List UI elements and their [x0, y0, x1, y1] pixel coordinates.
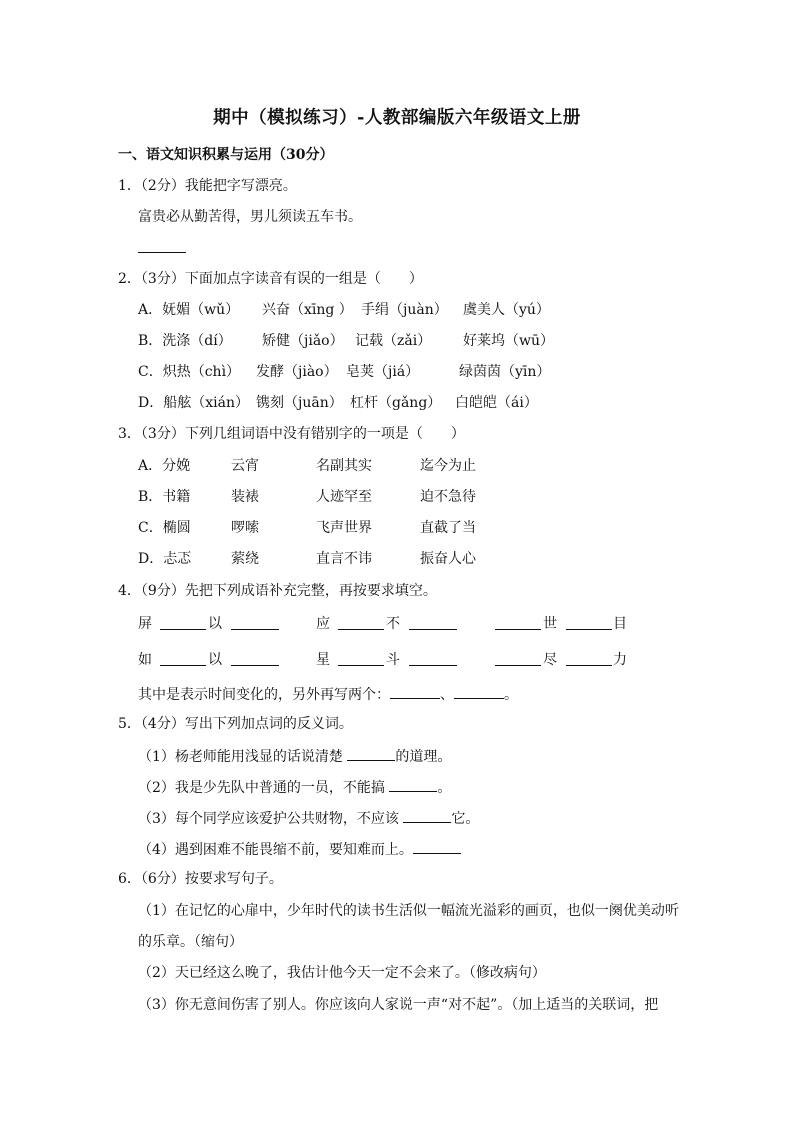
- q4-row1-blank-6[interactable]: [566, 615, 612, 635]
- q4-row1-char-2: 以: [208, 616, 222, 632]
- q4-row2-char-5: 尽: [543, 652, 557, 668]
- q5-sentence-1: [138, 746, 451, 766]
- q4-row1-char-6: 目: [613, 616, 627, 632]
- q3-option-b-4: 迫不急待: [420, 489, 476, 505]
- q4-row2-char-1: 如: [138, 652, 152, 668]
- q4-note-blank-2[interactable]: [454, 684, 504, 699]
- q3-option-a-3: 名副其实: [316, 458, 372, 474]
- q3-option-a-4: 迄今为止: [420, 458, 476, 474]
- q3-option-d-4: 振奋人心: [420, 551, 476, 567]
- q3-option-d-2: 萦绕: [231, 551, 259, 567]
- q2-option-d-1: D．船舷（xián）: [138, 395, 249, 411]
- question-5-stem: 5．（4分）写出下列加点词的反义词。: [118, 716, 353, 732]
- q4-row2-blank-4[interactable]: [409, 651, 457, 671]
- q4-row1-blank-1[interactable]: [160, 615, 206, 635]
- q4-row2-char-4: 斗: [386, 652, 400, 668]
- q2-option-c-3: 皂荚（jiá）: [346, 364, 420, 380]
- q5-sentence-3-end: 它。: [451, 811, 480, 827]
- q5-sentence-4: [138, 839, 461, 859]
- q6-sentence-1-line-1: （1）在记忆的心扉中，少年时代的读书生活似一幅流光溢彩的画页，也似一阕优美动听: [138, 903, 679, 919]
- question-6-stem: 6．（6分）按要求写句子。: [118, 871, 283, 887]
- q3-option-a-2: 云宵: [231, 458, 259, 474]
- q2-option-c-2: 发酵（jiào）: [256, 364, 338, 380]
- q5-sentence-2: [138, 777, 451, 797]
- q6-sentence-1-line-2: 的乐章。（缩句）: [138, 934, 243, 950]
- q2-option-d-3: 杠杆（gǎng）: [350, 395, 442, 411]
- page-title: 期中（模拟练习）-人教部编版六年级语文上册: [213, 108, 581, 128]
- q4-note-blank-1[interactable]: [390, 684, 440, 699]
- q5-sentence-1-text: （1）杨老师能用浅显的话说清楚: [138, 749, 348, 765]
- q3-option-d-1: D．忐忑: [138, 551, 192, 567]
- q3-option-a-1: A．分娩: [138, 458, 191, 474]
- q4-row2-blank-2[interactable]: [231, 651, 279, 671]
- q4-note-separator: 、: [440, 687, 454, 703]
- q3-option-d-3: 直言不讳: [316, 551, 372, 567]
- q2-option-d-2: 镌刻（juān）: [256, 395, 343, 411]
- q3-option-b-3: 人迹罕至: [316, 489, 372, 505]
- q2-option-a-3: 手绢（juàn）: [361, 302, 448, 318]
- q4-row2-blank-5[interactable]: [495, 651, 541, 671]
- q4-row2-blank-3[interactable]: [338, 651, 384, 671]
- question-3-stem: 3．（3分）下列几组词语中没有错别字的一项是（ ）: [118, 426, 465, 442]
- question-1-stem: 1．（2分）我能把字写漂亮。: [118, 178, 297, 194]
- q5-sentence-4-text: （4）遇到困难不能畏缩不前，要知难而上。: [138, 842, 413, 858]
- q6-sentence-2: （2）天已经这么晚了，我估计他今天一定不会来了。（修改病句）: [138, 965, 546, 981]
- q6-sentence-3: （3）你无意间伤害了别人。你应该向人家说一声“对不起”。（加上适当的关联词，把: [138, 997, 659, 1013]
- q3-option-c-4: 直截了当: [420, 520, 476, 536]
- q2-option-b-3: 记载（zǎi）: [355, 333, 432, 349]
- q4-row1-char-1: 屏: [138, 616, 152, 632]
- q4-note: [138, 684, 518, 704]
- question-4-stem: 4．（9分）先把下列成语补充完整，再按要求填空。: [118, 583, 437, 599]
- q2-option-b-1: B．洗涤（dí）: [138, 333, 232, 349]
- q2-option-b-2: 矫健（jiǎo）: [262, 333, 344, 349]
- q4-row2-char-3: 星: [316, 652, 330, 668]
- q2-option-d-4: 白皑皑（ái）: [455, 395, 538, 411]
- q4-row1-blank-3[interactable]: [338, 615, 384, 635]
- q5-sentence-3-text: （3）每个同学应该爱护公共财物，不应该: [138, 811, 404, 827]
- q2-option-c-1: C．炽热（chì）: [138, 364, 241, 380]
- q4-row2-blank-6[interactable]: [566, 651, 612, 671]
- q4-row2-char-6: 力: [613, 652, 627, 668]
- q5-sentence-3: [138, 808, 479, 828]
- q2-option-c-4: 绿茵茵（yīn）: [459, 364, 551, 380]
- q5-sentence-1-blank[interactable]: [347, 746, 395, 761]
- q5-sentence-2-blank[interactable]: [389, 777, 437, 792]
- q2-option-b-4: 好莱坞（wū）: [463, 333, 554, 349]
- q4-row1-blank-2[interactable]: [231, 615, 279, 635]
- q2-option-a-4: 虞美人（yú）: [463, 302, 550, 318]
- q4-row1-blank-4[interactable]: [409, 615, 457, 635]
- section-heading: 一、语文知识积累与运用（30分）: [118, 147, 334, 163]
- question-2-stem: 2．（3分）下面加点字读音有误的一组是（ ）: [118, 271, 423, 287]
- q5-sentence-2-text: （2）我是少先队中普通的一员，不能搞: [138, 780, 390, 796]
- q4-row1-char-4: 不: [386, 616, 400, 632]
- q3-option-b-1: B．书籍: [138, 489, 191, 505]
- q4-row1-blank-5[interactable]: [495, 615, 541, 635]
- q3-option-b-2: 装裱: [231, 489, 259, 505]
- q3-option-c-2: 啰嗦: [231, 520, 259, 536]
- q3-option-c-3: 飞声世界: [316, 520, 372, 536]
- q2-option-a-1: A．妩媚（wǔ）: [138, 302, 240, 318]
- q5-sentence-3-blank[interactable]: [403, 808, 451, 823]
- question-1-answer-blank[interactable]: [138, 238, 186, 258]
- q4-row2-blank-1[interactable]: [160, 651, 206, 671]
- question-1-text: 富贵必从勤苦得，男儿须读五车书。: [138, 209, 362, 225]
- q2-option-a-2: 兴奋（xīng ）: [262, 302, 353, 318]
- q3-option-c-1: C．椭圆: [138, 520, 191, 536]
- q5-sentence-2-end: 。: [437, 780, 452, 796]
- q4-note-end: 。: [504, 687, 518, 703]
- q4-note-text: 其中是表示时间变化的，另外再写两个：: [138, 687, 390, 703]
- q5-sentence-1-end: 的道理。: [395, 749, 452, 765]
- q4-row1-char-3: 应: [316, 616, 330, 632]
- q5-sentence-4-blank[interactable]: [413, 839, 461, 854]
- q4-row1-char-5: 世: [543, 616, 557, 632]
- q4-row2-char-2: 以: [208, 652, 222, 668]
